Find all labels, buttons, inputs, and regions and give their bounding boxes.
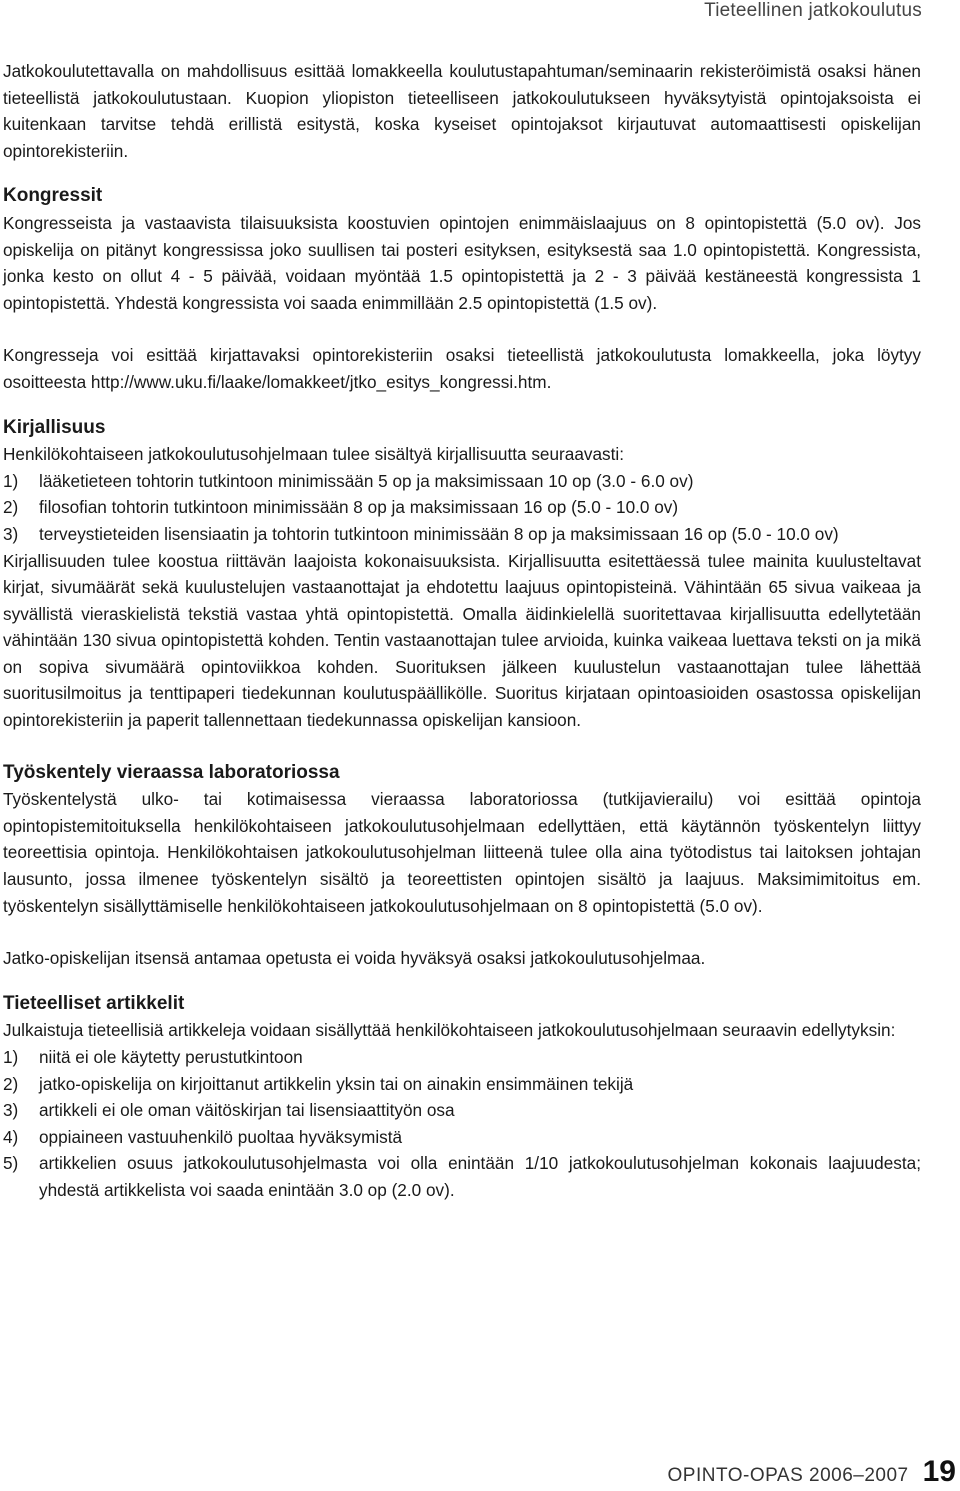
- list-item-number: 5): [3, 1153, 19, 1174]
- list-item-text: oppiaineen vastuuhenkilö puoltaa hyväksymistä: [39, 1126, 403, 1147]
- list-item-number: 1): [3, 470, 19, 491]
- tyoskentely-paragraph-1: Työskentelystä ulko- tai kotimaisessa vieraassa laboratoriossa (tutkijavierailu) voi esittää opintoja opintopistemitoituksella henkilökohtaiseen jatkokoulutusohjelmaan edellyttäen, että käytännön työskentelyn liittyy teoreettisia opintoja. Henkilökohtaisen jatkokoulutusohjelman liitteenä tulee olla aina työtodistus tai laitoksen johtajan lausunto, jossa ilmenee työskentelyn sisältö ja teoreettisten opintojen sisältö ja laajuus. Maksimimitoitus em. työskentelyn sisällyttämiselle henkilökohtaiseen jatkokoulutusohjelmaan on 8 opintopistettä (5.0 ov).: [3, 789, 921, 916]
- kongressit-paragraph-2: Kongresseja voi esittää kirjattavaksi opintorekisteriin osaksi tieteellistä jatkokoulutusta lomakkeella, joka löytyy osoitteesta http://www.uku.fi/laake/lomakkeet/jtko_esitys_kongressi.htm.: [3, 345, 921, 392]
- kongressit-paragraph-1: Kongresseista ja vastaavista tilaisuuksista koostuvien opintojen enimmäislaajuus on 8 opintopistettä (5.0 ov). Jos opiskelija on pitänyt kongressissa joko suullisen tai posteri esityksen, esityksestä saa 1.0 opintopistettä. Kongressista, jonka kesto on ollut 4 - 5 päivää, voidaan myöntää 1.5 opintopistettä ja 2 - 3 päivää kestäneestä kongressista 1 opintopistettä. Yhdestä kongressista voi saada enimmillään 2.5 opintopistettä (1.5 ov).: [3, 212, 921, 313]
- kirjallisuus-intro: Henkilökohtaiseen jatkokoulutusohjelmaan tulee sisältyä kirjallisuutta seuraavasti:: [3, 444, 624, 465]
- page-content: [3, 58, 921, 1204]
- artikkelit-list: [3, 1044, 921, 1204]
- list-item: [3, 1150, 921, 1203]
- kirjallisuus-body: Kirjallisuuden tulee koostua riittävän laajoista kokonaisuuksista. Kirjallisuutta esitettäessä tulee mainita kuulusteltavat kirjat, sivumäärät sekä kuulustelujen vastaanottajat ja ehdotettu laajuus opintopisteinä. Vähintään 65 sivua vaikeaa ja syvällistä vieraskielistä tekstiä vastaa yhtä opintopistettä. Omalla äidinkielellä suoritettavaa kirjallisuutta edellytetään vähintään 130 sivua opintopistettä kohden. Tentin vastaanottajan tulee arvioida, kuinka vaikeaa luettava teksti on ja mikä on sopiva sivumäärä opintoviikkoa kohden. Suorituksen jälkeen kuulustelun vastaanottajan tulee lähettää suoritusilmoitus ja tenttipaperi tiedekunnan koulutuspäällikölle. Suoritus kirjataan opintoasioiden osastossa opiskelijan opintorekisteriin ja paperit tallennettaan tiedekunnassa opiskelijan kansioon.: [3, 550, 921, 731]
- list-item: [3, 1124, 921, 1151]
- list-item-text: artikkelien osuus jatkokoulutusohjelmasta voi olla enintään 1/10 jatkokoulutusohjelman kokonais laajuudesta; yhdestä artikkelista voi saada enintään 3.0 op (2.0 ov).: [39, 1153, 921, 1200]
- list-item-text: filosofian tohtorin tutkintoon minimissään 8 op ja maksimissaan 16 op (5.0 - 10.0 ov): [39, 497, 679, 518]
- list-item-text: niitä ei ole käytetty perustutkintoon: [39, 1047, 303, 1067]
- running-header: Tieteellinen jatkokoulutus: [704, 0, 922, 21]
- artikkelit-intro: Julkaistuja tieteellisiä artikkeleja voidaan sisällyttää henkilökohtaiseen jatkokoulutusohjelmaan seuraavin edellytyksin:: [3, 1020, 896, 1041]
- page-footer: [668, 1455, 956, 1489]
- list-item: [3, 521, 921, 548]
- tyoskentely-paragraph-2: Jatko-opiskelijan itsensä antamaa opetusta ei voida hyväksyä osaksi jatkokoulutusohjelmaa.: [3, 948, 706, 969]
- list-item-number: 3): [3, 523, 19, 544]
- list-item: [3, 468, 921, 495]
- publication-title: OPINTO-OPAS 2006–2007: [667, 1465, 909, 1486]
- list-item-text: terveystieteiden lisensiaatin ja tohtorin tutkintoon minimissään 8 op ja maksimissaan 16 op (5.0 - 10.0 ov): [39, 523, 839, 544]
- section-heading-artikkelit: Tieteelliset artikkelit: [3, 992, 185, 1014]
- kirjallisuus-list: [3, 468, 921, 548]
- intro-paragraph: Jatkokoulutettavalla on mahdollisuus esittää lomakkeella koulutustapahtuman/seminaarin rekisteröimistä osaksi hänen tieteellistä jatkokoulutustaan. Kuopion yliopiston tieteelliseen jatkokoulutukseen hyväksytyistä opintojaksoista ei kuitenkaan tarvitse tehdä erillistä esitystä, koska kyseiset opintojaksot kirjautuvat automaattisesti opiskelijan opintorekisteriin.: [3, 61, 921, 161]
- list-item-number: 3): [3, 1100, 19, 1121]
- list-item: [3, 1097, 921, 1124]
- list-item-text: jatko-opiskelija on kirjoittanut artikkelin yksin tai on ainakin ensimmäinen tekijä: [39, 1073, 634, 1094]
- list-item-text: lääketieteen tohtorin tutkintoon minimissään 5 op ja maksimissaan 10 op (3.0 - 6.0 ov): [39, 470, 694, 491]
- list-item: [3, 494, 921, 521]
- list-item: [3, 1044, 921, 1071]
- list-item-number: 2): [3, 1073, 19, 1094]
- list-item-number: 4): [3, 1126, 19, 1147]
- list-item-number: 1): [3, 1047, 19, 1067]
- list-item-number: 2): [3, 497, 19, 518]
- section-heading-tyoskentely: Työskentely vieraassa laboratoriossa: [3, 761, 340, 783]
- section-heading-kongressit: Kongressit: [3, 185, 103, 207]
- list-item: [3, 1071, 921, 1098]
- page-number: 19: [922, 1455, 956, 1488]
- section-heading-kirjallisuus: Kirjallisuus: [3, 416, 106, 438]
- list-item-text: artikkeli ei ole oman väitöskirjan tai lisensiaattityön osa: [39, 1100, 455, 1121]
